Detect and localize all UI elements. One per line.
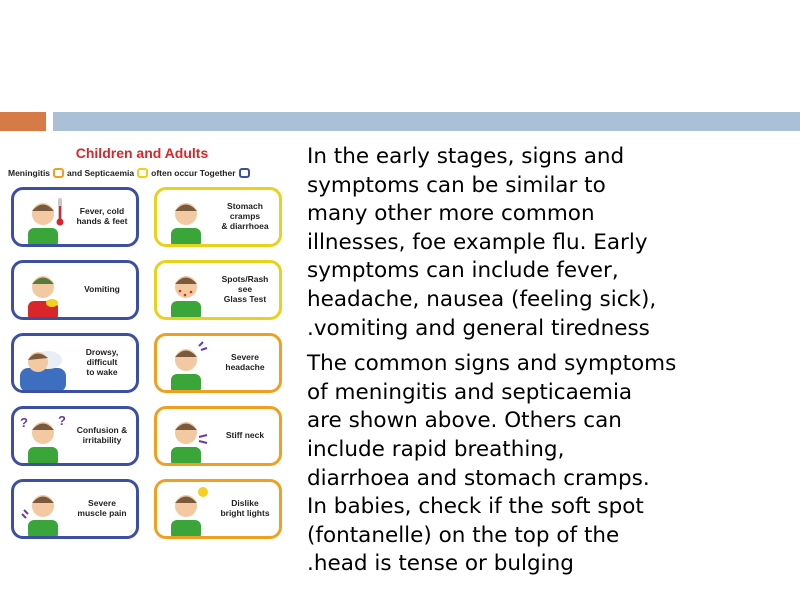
symptom-label: Severe headache [225,352,265,372]
symptom-card-stiff-neck [154,406,282,466]
symptom-label: Drowsy, difficult to wake [85,347,119,377]
legend-together: often occur Together [151,168,236,178]
child-rash-icon [161,265,211,319]
symptom-card-vomiting [11,260,139,320]
symptom-label: Spots/Rash see Glass Test [221,274,269,304]
symptom-label: Stomach cramps & diarrhoea [221,201,269,231]
child-confused-icon [18,411,68,465]
symptom-card-confusion [11,406,139,466]
legend-meningitis: Meningitis [8,168,51,178]
legend-septicaemia: and Septicaemia [67,168,135,178]
svg-text:?: ? [58,413,66,428]
svg-text:?: ? [20,415,28,430]
child-drowsy-icon [18,338,68,392]
child-muscle-pain-icon [18,484,68,538]
legend-orange-box-icon [53,168,64,178]
symptom-card-rash [154,260,282,320]
symptom-label: Stiff neck [225,430,265,441]
infographic-legend [8,168,288,178]
symptom-card-headache [154,333,282,393]
child-headache-icon [161,338,211,392]
symptom-card-stomach [154,187,282,247]
paragraph-common-signs: The common signs and symptoms of meningitis and septicaemia are shown above. Others can include rapid breathing, diarrhoea and stomach cramps. In babies, check if the soft spot (fontanelle) on the top of the .head is tense or bulging [307,351,677,577]
child-fever-icon [18,192,68,246]
symptom-card-bright-lights [154,479,282,539]
child-stiff-neck-icon [161,411,211,465]
legend-blue-box-icon [239,168,250,178]
legend-yellow-box-icon [137,168,148,178]
header-accent-bar [53,112,800,131]
child-bright-lights-icon [161,484,211,538]
header-accent-left [0,112,46,131]
symptom-label: Vomiting [84,284,120,295]
symptom-card-fever [11,187,139,247]
symptom-label: Confusion & irritability [76,425,128,445]
symptom-card-muscle-pain [11,479,139,539]
symptom-label: Fever, cold hands & feet [76,206,128,226]
child-vomiting-icon [18,265,68,319]
paragraph-early-symptoms: In the early stages, signs and symptoms can be similar to many other more common illnesses, foe example flu. Early symptoms can include fever, headache, nausea (feeling sick), .vomiting and general tiredness [307,144,657,341]
symptoms-infographic [8,140,288,550]
symptom-card-drowsy [11,333,139,393]
infographic-title: Children and Adults [75,145,209,161]
body-text [307,143,787,579]
child-stomach-icon [161,192,211,246]
symptom-label: Severe muscle pain [77,498,127,518]
symptom-label: Dislike bright lights [220,498,270,518]
